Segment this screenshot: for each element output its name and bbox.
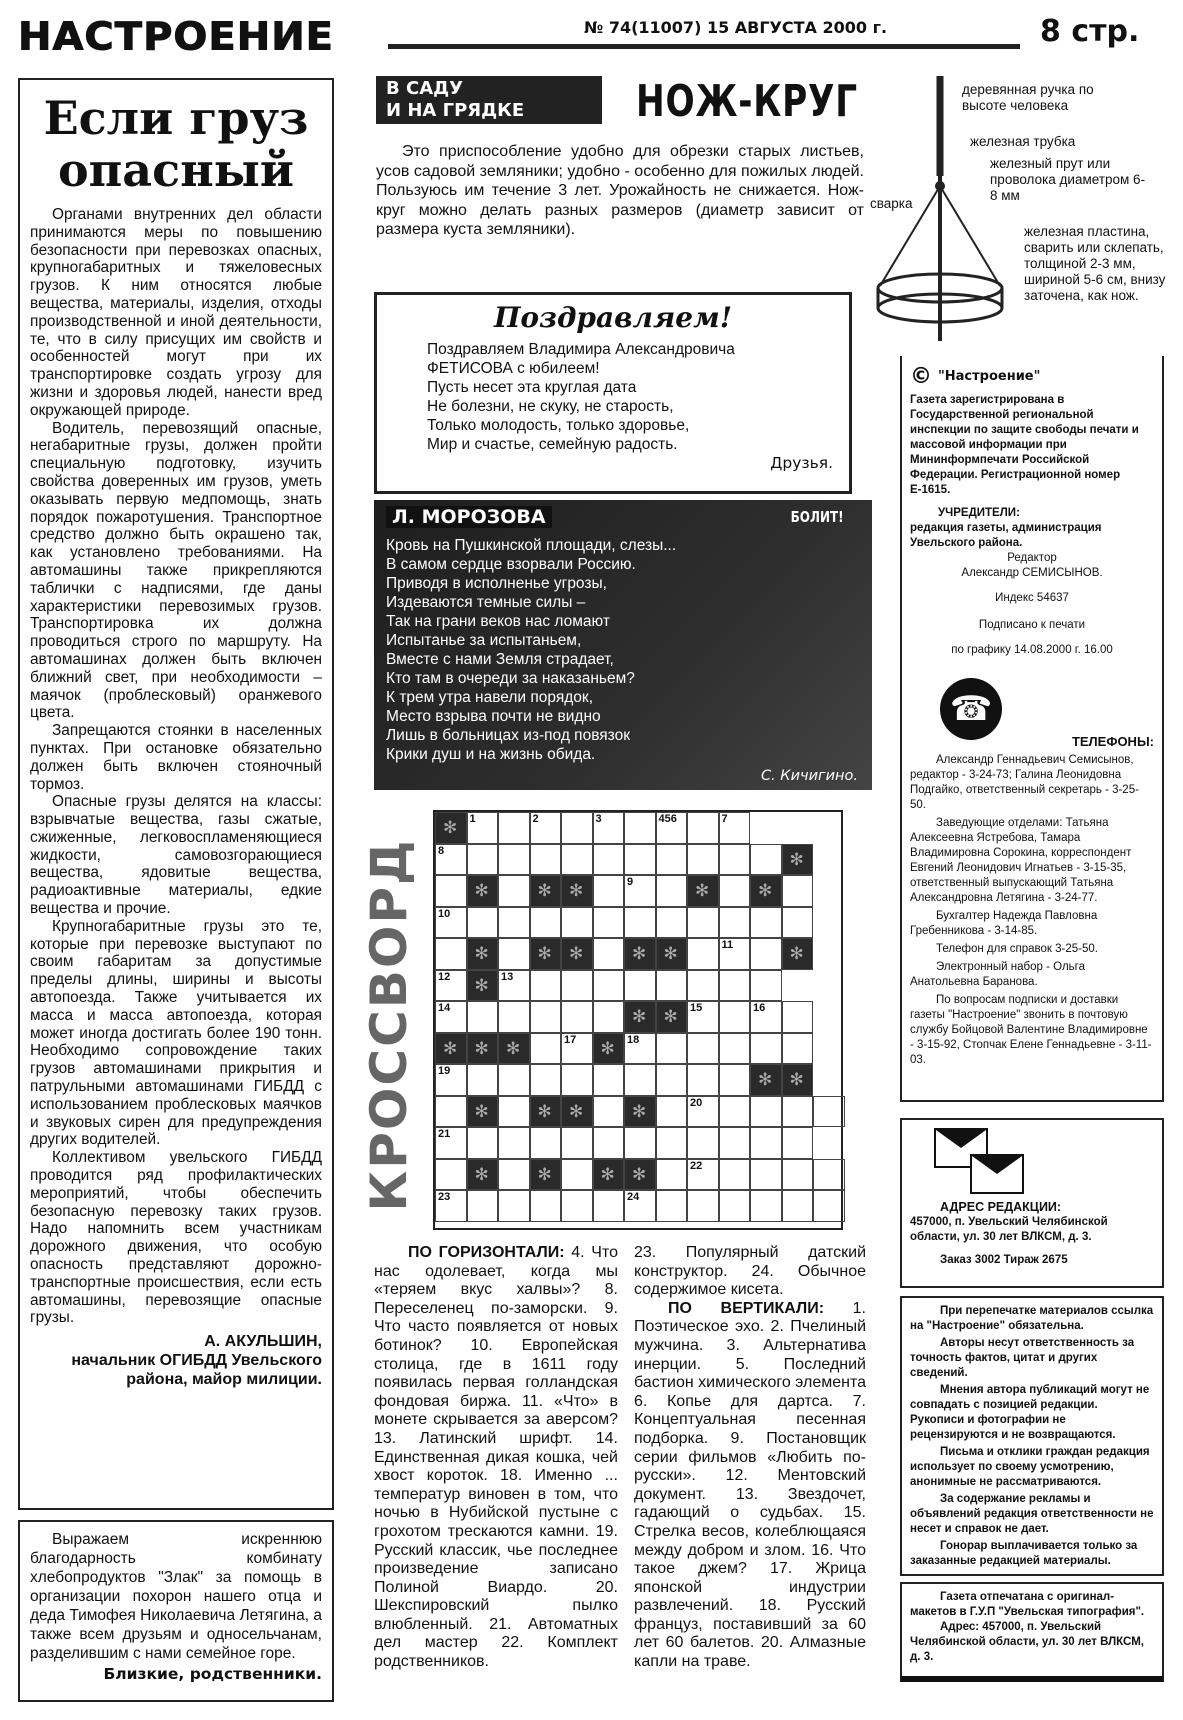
poem-line: К трем утра навели порядок,: [386, 689, 593, 706]
congrats-line: Не болезни, не скуку, не старость,: [427, 398, 674, 415]
crossword-black-cell: [624, 1001, 656, 1033]
crossword-number: 11: [721, 939, 734, 951]
crossword-cell[interactable]: [750, 938, 782, 970]
crossword-cell[interactable]: [687, 1190, 719, 1222]
label-handle: деревянная ручка по высоте человека: [962, 82, 1094, 113]
phones-list: [910, 753, 1154, 1068]
crossword-cell[interactable]: [435, 1159, 467, 1191]
crossword-cell[interactable]: [561, 1064, 593, 1096]
across-title: ПО ГОРИЗОНТАЛИ:: [408, 1244, 565, 1261]
congratulations-box: [374, 292, 852, 494]
crossword-cell[interactable]: [498, 875, 530, 907]
crossword-cell[interactable]: [719, 1159, 751, 1191]
poem-line: Приводя в исполненье угрозы,: [386, 575, 607, 592]
poem-line: В самом сердце взорвали Россию.: [386, 556, 636, 573]
crossword-cell[interactable]: [498, 970, 530, 1002]
clues-down: [634, 1244, 866, 1672]
crossword-cell[interactable]: [750, 1001, 782, 1033]
crossword-cell[interactable]: [750, 1159, 782, 1191]
poem-lines: [386, 536, 860, 764]
phones-title: ТЕЛЕФОНЫ:: [1071, 734, 1154, 749]
crossword-cell[interactable]: [750, 1096, 782, 1128]
thanks-notice: [18, 1520, 334, 1702]
crossword-cell[interactable]: [687, 1096, 719, 1128]
crossword-cell[interactable]: [561, 1127, 593, 1159]
crossword-black-cell: [782, 1064, 814, 1096]
crossword-black-cell: [530, 938, 562, 970]
crossword-cell[interactable]: [719, 1096, 751, 1128]
page-number: 8 стр.: [1040, 14, 1140, 49]
crossword-cell[interactable]: [498, 1127, 530, 1159]
article-author: А. АКУЛЬШИН,: [204, 1333, 322, 1351]
crossword-grid[interactable]: [433, 810, 843, 1230]
crossword-cell[interactable]: [593, 812, 625, 844]
crossword-black-cell: [530, 1096, 562, 1128]
crossword-cell[interactable]: [750, 844, 782, 876]
crossword-number: 24: [627, 1191, 640, 1203]
printed-address: Адрес: 457000, п. Увельский Челябинской области, ул. 30 лет ВЛКСМ, д. 3.: [910, 1621, 1144, 1663]
phone-entry: Электронный набор - Ольга Анатольевна Баранова.: [910, 961, 1085, 988]
congrats-line: Поздравляем Владимира Александровича: [427, 341, 735, 358]
article-paragraph: Водитель, перевозящий опасные, негабаритные грузы, должен пройти специальную подготовку, изучить свойства доверенных им грузов, уметь оказывать первую медпомощь, знать порядок пожаротушения. Транспортное средство должно быть окрашено так, как установлено требованиями. На автомашины также прикрепляются таблички с надписями, где даны характеристики перевозимых грузов. Транспортировка их должна проводиться строго по маршруту. На автомашинах должен быть включен ближний свет, при необходимости – маячок (проблесковый) оранжевого цвета.: [30, 419, 322, 722]
crossword-cell[interactable]: [750, 1033, 782, 1065]
crossword-cell[interactable]: [593, 1064, 625, 1096]
crossword-cell[interactable]: [467, 812, 499, 844]
crossword-cell[interactable]: [750, 907, 782, 939]
note: За содержание рекламы и объявлений редакция ответственности не несет и справок не дает.: [910, 1493, 1154, 1535]
crossword-cell[interactable]: [561, 1190, 593, 1222]
crossword-number: 8: [438, 844, 445, 857]
crossword-black-cell: [435, 812, 467, 844]
phone-entry: Заведующие отделами: Татьяна Алексеевна Ястребова, Тамара Владимировна Сорокина, корреспондент Евгений Леонидович Игнатьев - 3-15-35, ответственный выпускающий Татьяна Александровна Летягина - 3-24-77.: [910, 817, 1132, 904]
crossword-cell[interactable]: [561, 907, 593, 939]
crossword-cell[interactable]: [530, 970, 562, 1002]
crossword-cell[interactable]: [656, 1159, 688, 1191]
congrats-title: Поздравляем!: [493, 301, 733, 334]
crossword-cell[interactable]: [593, 970, 625, 1002]
article-paragraph: Запрещаются стоянки в населенных пунктах. При остановке обязательно должен быть включен стояночный тормоз.: [30, 722, 322, 793]
crossword-black-cell: [467, 938, 499, 970]
crossword-black-cell: [467, 875, 499, 907]
printed-info: Газета отпечатана с оригинал-макетов в Г.У.П "Увельская типография".: [910, 1591, 1145, 1618]
crossword-black-cell: [782, 938, 814, 970]
crossword-black-cell: [750, 1064, 782, 1096]
crossword-cell[interactable]: [656, 907, 688, 939]
crossword-cell[interactable]: [782, 1190, 814, 1222]
editor-title: Редактор: [1007, 552, 1057, 564]
label-plate: железная пластина, сварить или склепать, толщиной 2-3 мм, шириной 5-6 см, внизу заточена, как нож.: [1024, 224, 1166, 303]
crossword-black-cell: [593, 1159, 625, 1191]
crossword-cell[interactable]: [656, 812, 688, 844]
crossword-number: 18: [627, 1033, 640, 1046]
crossword-cell[interactable]: [719, 875, 751, 907]
crossword-cell[interactable]: [467, 1064, 499, 1096]
crossword-cell[interactable]: [687, 970, 719, 1002]
crossword-cell[interactable]: [435, 970, 467, 1002]
congrats-line: Пусть несет эта круглая дата: [427, 379, 637, 396]
crossword-cell[interactable]: [435, 844, 467, 876]
crossword-number: 20: [690, 1096, 703, 1109]
crossword-cell[interactable]: [656, 1096, 688, 1128]
crossword-cell[interactable]: [435, 875, 467, 907]
knife-diagram: [870, 76, 1170, 346]
crossword-number: 19: [438, 1065, 451, 1077]
crossword-number: 10: [438, 907, 451, 920]
crossword-cell[interactable]: [656, 1064, 688, 1096]
envelope-icon: [970, 1154, 1024, 1194]
crossword-cell[interactable]: [498, 812, 530, 844]
crossword-cell[interactable]: [719, 1127, 751, 1159]
article-body: [30, 206, 322, 1389]
crossword-cell[interactable]: [435, 1127, 467, 1159]
crossword-cell[interactable]: [498, 1064, 530, 1096]
crossword-number: 2: [532, 813, 539, 825]
note: Гонорар выплачивается только за заказанные редакцией материалы.: [910, 1540, 1138, 1567]
crossword-cell[interactable]: [498, 938, 530, 970]
crossword-cell[interactable]: [561, 1033, 593, 1065]
index: Индекс 54637: [995, 592, 1069, 604]
crossword-cell[interactable]: [498, 844, 530, 876]
crossword-cell[interactable]: [719, 907, 751, 939]
crossword-cell[interactable]: [498, 907, 530, 939]
crossword-cell[interactable]: [687, 1159, 719, 1191]
crossword-cell[interactable]: [530, 1127, 562, 1159]
crossword-black-cell: [656, 938, 688, 970]
crossword-cell[interactable]: [624, 844, 656, 876]
label-weld: сварка: [870, 196, 913, 211]
crossword-cell[interactable]: [530, 1190, 562, 1222]
phone-entry: Телефон для справок 3-25-50.: [936, 943, 1098, 955]
crossword-cell[interactable]: [435, 1190, 467, 1222]
crossword-black-cell: [656, 1001, 688, 1033]
imprint-box: [900, 356, 1164, 1102]
crossword-black-cell: [561, 875, 593, 907]
crossword-cell[interactable]: [593, 844, 625, 876]
crossword-cell[interactable]: [656, 1033, 688, 1065]
across-clues: 4. Что нас одолевает, когда мы «теряем вкус халвы»? 8. Переселенец по-заморски. 9. Что часто появляется от новых ботинок? 10. Европейская столица, где в 1611 году появилась первая голландская фондовая биржа. 11. «Что» в монете скрывается за аверсом? 13. Латинский шрифт. 14. Единственная дикая кошка, чей хвост короток. 18. Именно ... температур виновен в том, что ночью в Нубийской пустыне с грохотом трескаются камни. 19. Русский классик, чье последнее произведение записано Полиной Виардо. 20. Шекспировский пылко влюбленный. 21. Автоматных дел мастер 22. Комплект родственников.: [374, 1244, 618, 1671]
crossword-number: 16: [753, 1002, 766, 1014]
crossword-number: 23: [438, 1191, 451, 1203]
crossword-number: 13: [501, 970, 514, 983]
congrats-line: Только молодость, только здоровье,: [427, 417, 690, 434]
crossword-black-cell: [467, 1159, 499, 1191]
poem-box: [374, 500, 872, 790]
crossword-black-cell: [467, 1096, 499, 1128]
crossword-black-cell: [435, 1033, 467, 1065]
crossword-cell[interactable]: [782, 1001, 814, 1033]
crossword-black-cell: [624, 1159, 656, 1191]
note: Мнения автора публикаций могут не совпадать с позицией редакции. Рукописи и фотографии не рецензируются и не возвращаются.: [910, 1384, 1150, 1441]
crossword-cell[interactable]: [467, 907, 499, 939]
crossword-cell[interactable]: [530, 1001, 562, 1033]
crossword-cell[interactable]: [719, 1033, 751, 1065]
congrats-lines: [393, 340, 833, 454]
crossword-cell[interactable]: [719, 1190, 751, 1222]
poem-line: Крики душ и на жизнь обида.: [386, 746, 596, 763]
crossword-cell[interactable]: [467, 1001, 499, 1033]
crossword-cell[interactable]: [467, 1127, 499, 1159]
crossword-cell[interactable]: [687, 844, 719, 876]
crossword-cell[interactable]: [782, 875, 814, 907]
crossword-cell[interactable]: [561, 1159, 593, 1191]
crossword-cell[interactable]: [750, 1190, 782, 1222]
down-clues: 1. Поэтическое эхо. 2. Пчелиный мужчина. 3. Альтернатива инерции. 5. Последний бастион химического элемента 6. Копье для дартса. 7. Концептуальная песенная подборка. 9. Постановщик серии фильмов «Любить по-русски». 12. Ментовский документ. 13. Звездочет, гадающий о судьбах. 15. Стрелка весов, колеблющаяся между добром и злом. 16. Что такое джем? 17. Жрица японской индустрии развлечений. 18. Русский француз, поставивший за 60 лет 60 балетов. 20. Алмазные капли на траве.: [634, 1299, 866, 1671]
crossword-cell[interactable]: [782, 1033, 814, 1065]
masthead: НАСТРОЕНИЕ: [18, 15, 334, 59]
crossword-cell[interactable]: [530, 812, 562, 844]
crossword-cell[interactable]: [593, 875, 625, 907]
phone-entry: Бухгалтер Надежда Павловна Гребенникова - 3-14-85.: [910, 910, 1098, 937]
crossword-cell[interactable]: [467, 844, 499, 876]
thanks-sign: Близкие, родственники.: [103, 1665, 322, 1683]
poem-line: Так на грани веков нас ломают: [386, 613, 610, 630]
crossword-cell[interactable]: [435, 938, 467, 970]
crossword-black-cell: [561, 1096, 593, 1128]
telephone-icon: ☎: [940, 678, 1002, 740]
crossword-cell[interactable]: [687, 1033, 719, 1065]
down-title: ПО ВЕРТИКАЛИ:: [668, 1299, 825, 1317]
congrats-sign: Друзья.: [770, 454, 833, 472]
article-author-title: начальник ОГИБДД Увельского района, майор милиции.: [71, 1352, 322, 1388]
crossword-number: 9: [627, 876, 634, 888]
note: Авторы несут ответственность за точность фактов, цитат и других сведений.: [910, 1337, 1135, 1379]
crossword-cell[interactable]: [593, 1127, 625, 1159]
crossword-cell[interactable]: [530, 1064, 562, 1096]
poem-author: Л. МОРОЗОВА: [386, 506, 552, 528]
crossword-cell[interactable]: [719, 1064, 751, 1096]
crossword-cell[interactable]: [435, 1064, 467, 1096]
crossword-cell[interactable]: [530, 844, 562, 876]
crossword-cell[interactable]: [656, 844, 688, 876]
crossword-cell[interactable]: [687, 907, 719, 939]
crossword-number: 14: [438, 1002, 451, 1014]
crossword-number: 21: [438, 1128, 451, 1140]
article-dangerous-cargo: [18, 78, 334, 1510]
crossword-cell[interactable]: [435, 1096, 467, 1128]
article-paragraph: Крупногабаритные грузы это те, которые при перевозке выступают по своим габаритам за допустимые пределы длины, ширины и высоты автопоезда. Также учитывается их масса и масса автопоезда, которая может иногда достигать более 190 тонн. Необходимо сопровождение таких грузов автомашинами прикрытия и патрульными автомашинами ГИБДД с использованием проблесковых маячков и звуковых сирен для предупреждения других водителей.: [30, 917, 322, 1149]
crossword-cell[interactable]: [561, 970, 593, 1002]
issue-info: № 74(11007) 15 АВГУСТА 2000 г.: [584, 18, 888, 37]
crossword-black-cell: [687, 875, 719, 907]
crossword-cell[interactable]: [782, 1159, 814, 1191]
crossword-cell[interactable]: [498, 1159, 530, 1191]
crossword-number: 15: [690, 1002, 703, 1014]
crossword-cell[interactable]: [593, 1096, 625, 1128]
crossword-cell[interactable]: [813, 1190, 845, 1222]
poem-line: Лишь в больницах из-под повязок: [386, 727, 630, 744]
address-title: АДРЕС РЕДАКЦИИ:: [940, 1200, 1062, 1214]
registration: Газета зарегистрирована в Государственной региональной инспекции по защите свободы печати и массовой информации при Мининформпечати Российской Федерации. Регистрационной номер Е-1615.: [910, 394, 1139, 496]
crossword-number: 22: [690, 1159, 703, 1172]
crossword-cell[interactable]: [656, 1127, 688, 1159]
crossword-black-cell: [530, 875, 562, 907]
copyright-name: "Настроение": [938, 369, 1041, 384]
poem-line: Кровь на Пушкинской площади, слезы...: [386, 537, 677, 554]
crossword-black-cell: [530, 1159, 562, 1191]
crossword-cell[interactable]: [624, 1127, 656, 1159]
crossword-cell[interactable]: [782, 1096, 814, 1128]
header-rule: [388, 44, 1020, 49]
crossword-cell[interactable]: [687, 1064, 719, 1096]
article-paragraph: Коллективом увельского ГИБДД проводится ряд профилактических мероприятий, чтобы обеспечить безопасную перевозку таких грузов. Надо напомнить всем участникам дорожного движения, что особую опасность представляют дорожно-транспортные происшествия, если есть автомашины, перевозящие опасные грузы.: [30, 1149, 322, 1327]
crossword-number: 12: [438, 970, 451, 983]
crossword-cell[interactable]: [498, 1096, 530, 1128]
crossword-cell[interactable]: [498, 1190, 530, 1222]
crossword-cell[interactable]: [435, 1001, 467, 1033]
crossword-cell[interactable]: [687, 1001, 719, 1033]
crossword-cell[interactable]: [813, 1096, 845, 1128]
crossword-cell[interactable]: [624, 1064, 656, 1096]
crossword-black-cell: [498, 1033, 530, 1065]
schedule: по графику 14.08.2000 г. 16.00: [951, 644, 1113, 656]
founders: редакция газеты, администрация Увельского района.: [910, 522, 1102, 549]
crossword-number: 456: [658, 813, 677, 825]
thanks-text: Выражаем искреннюю благодарность комбинату хлебопродуктов "Злак" за помощь в организации похорон нашего отца и деда Тимофея Николаевича Летягина, а также всем друзьям и односельчанам, разделившим с нами семейное горе.: [30, 1531, 322, 1662]
section-tag: [376, 76, 602, 124]
section-tag-line: В САДУ: [386, 78, 464, 99]
crossword-black-cell: [467, 970, 499, 1002]
crossword-cell[interactable]: [719, 812, 751, 844]
crossword-title: КРОССВОРД: [360, 838, 418, 1212]
crossword-cell[interactable]: [813, 1159, 845, 1191]
crossword-cell[interactable]: [530, 907, 562, 939]
crossword-cell[interactable]: [750, 970, 782, 1002]
article-paragraph: Органами внутренних дел области принимаются меры по повышению безопасности при перевозках опасных, крупногабаритных и тяжеловесных грузов. К ним относятся любые вещества, материалы, изделия, отходы производственной и иной деятельности, те, что в силу присущих им свойств и особенностей могут при их транспортировке создать угрозу для жизни и здоровья людей, нанести вред окружающей природе.: [30, 206, 322, 419]
crossword-cell[interactable]: [561, 812, 593, 844]
poem-line: Место взрыва почти не видно: [386, 708, 601, 725]
poem-pen-label: БОЛИТ!: [790, 508, 844, 526]
crossword-black-cell: [750, 875, 782, 907]
crossword-black-cell: [624, 938, 656, 970]
crossword-cell[interactable]: [624, 1033, 656, 1065]
note: Письма и отклики граждан редакция использует по своему усмотрению, анонимные не рассматриваются.: [910, 1446, 1150, 1488]
crossword-cell[interactable]: [593, 938, 625, 970]
crossword-cell[interactable]: [624, 812, 656, 844]
crossword-cell[interactable]: [719, 1001, 751, 1033]
crossword-black-cell: [782, 844, 814, 876]
crossword-cell[interactable]: [593, 1001, 625, 1033]
article-paragraph: Опасные грузы делятся на классы: взрывчатые вещества, газы сжатые, сжиженные, легковоспламеняющиеся жидкости, самовозгорающиеся вещества, ядовитые вещества, радиоактивные материалы, едкие вещества и прочие.: [30, 793, 322, 918]
crossword-cell[interactable]: [782, 907, 814, 939]
copyright-icon: ©: [910, 364, 932, 389]
crossword-number: 3: [595, 813, 602, 825]
article-title: Если груз опасный: [43, 91, 309, 197]
garden-title: НОЖ-КРУГ: [636, 76, 858, 127]
crossword-black-cell: [561, 938, 593, 970]
crossword-black-cell: [593, 1033, 625, 1065]
address: 457000, п. Увельский Челябинской области, ул. 30 лет ВЛКСМ, д. 3.: [910, 1216, 1108, 1243]
crossword-cell[interactable]: [498, 1001, 530, 1033]
phone-entry: По вопросам подписки и доставки газеты "Настроение" звонить в почтовую службу Бойцовой Валентине Владимировне - 3-15-92, Стопчак Елене Геннадьевне - 3-11-03.: [910, 994, 1152, 1066]
crossword-cell[interactable]: [530, 1033, 562, 1065]
crossword-cell[interactable]: [719, 844, 751, 876]
founders-title: УЧРЕДИТЕЛИ:: [938, 507, 1020, 519]
crossword-cell[interactable]: [561, 1001, 593, 1033]
note: При перепечатке материалов ссылка на "Настроение" обязательна.: [910, 1305, 1154, 1332]
congrats-line: ФЕТИСОВА с юбилеем!: [427, 360, 600, 377]
crossword-cell[interactable]: [624, 907, 656, 939]
crossword-cell[interactable]: [656, 970, 688, 1002]
poem-sign: С. Кичигино.: [760, 768, 858, 784]
crossword-cell[interactable]: [782, 1127, 814, 1159]
crossword-black-cell: [467, 1033, 499, 1065]
clues-across: [374, 1244, 618, 1672]
crossword-cell[interactable]: [687, 812, 719, 844]
congrats-line: Мир и счастье, семейную радость.: [427, 436, 678, 453]
signed: Подписано к печати: [978, 619, 1086, 631]
crossword-cell[interactable]: [750, 1127, 782, 1159]
crossword-cell[interactable]: [719, 970, 751, 1002]
crossword-title-vertical: [360, 815, 420, 1235]
crossword-cell[interactable]: [467, 1190, 499, 1222]
order-info: Заказ 3002 Тираж 2675: [940, 1254, 1068, 1266]
crossword-cell[interactable]: [687, 938, 719, 970]
printing-box: [900, 1582, 1164, 1682]
editor-name: Александр СЕМИСЫНОВ.: [961, 567, 1103, 579]
crossword-number: 1: [469, 813, 476, 825]
crossword-cell[interactable]: [624, 1190, 656, 1222]
across-clues-cont: 23. Популярный датский конструктор. 24. Обычное содержимое кисета.: [634, 1244, 866, 1299]
poem-line: Вместе с нами Земля страдает,: [386, 651, 614, 668]
crossword-cell[interactable]: [624, 970, 656, 1002]
poem-line: Кто там в очереди за наказаньем?: [386, 670, 635, 687]
crossword-cell[interactable]: [624, 875, 656, 907]
crossword-cell[interactable]: [656, 875, 688, 907]
crossword-black-cell: [624, 1096, 656, 1128]
crossword-cell[interactable]: [593, 907, 625, 939]
crossword-cell[interactable]: [687, 1127, 719, 1159]
label-rod: железный прут или проволока диаметром 6-8 мм: [990, 156, 1146, 203]
poem-line: Испытанье за испытаньем,: [386, 632, 582, 649]
phone-entry: Александр Геннадьевич Семисынов, редактор - 3-24-73; Галина Леонидовна Подгайко, ответственный секретарь - 3-25-50.: [910, 754, 1139, 811]
crossword-cell[interactable]: [656, 1190, 688, 1222]
crossword-cell[interactable]: [719, 938, 751, 970]
crossword-number: 17: [564, 1033, 577, 1046]
garden-text: Это приспособление удобно для обрезки старых листьев, усов садовой земляники; удобно - особенно для пожилых людей. Пользуюсь им течение 3 лет. Урожайность не снижается. Нож-круг можно делать разных размеров (диаметр зависит от размера куста земляники).: [376, 143, 864, 238]
address-box: [900, 1118, 1164, 1288]
crossword-number: 7: [721, 813, 728, 825]
crossword-cell[interactable]: [593, 1190, 625, 1222]
crossword-cell[interactable]: [435, 907, 467, 939]
label-tube: железная трубка: [970, 134, 1076, 149]
section-tag-line: И НА ГРЯДКЕ: [386, 100, 525, 121]
poem-line: Издеваются темные силы –: [386, 594, 586, 611]
notes-box: [900, 1296, 1164, 1576]
crossword-cell[interactable]: [561, 844, 593, 876]
